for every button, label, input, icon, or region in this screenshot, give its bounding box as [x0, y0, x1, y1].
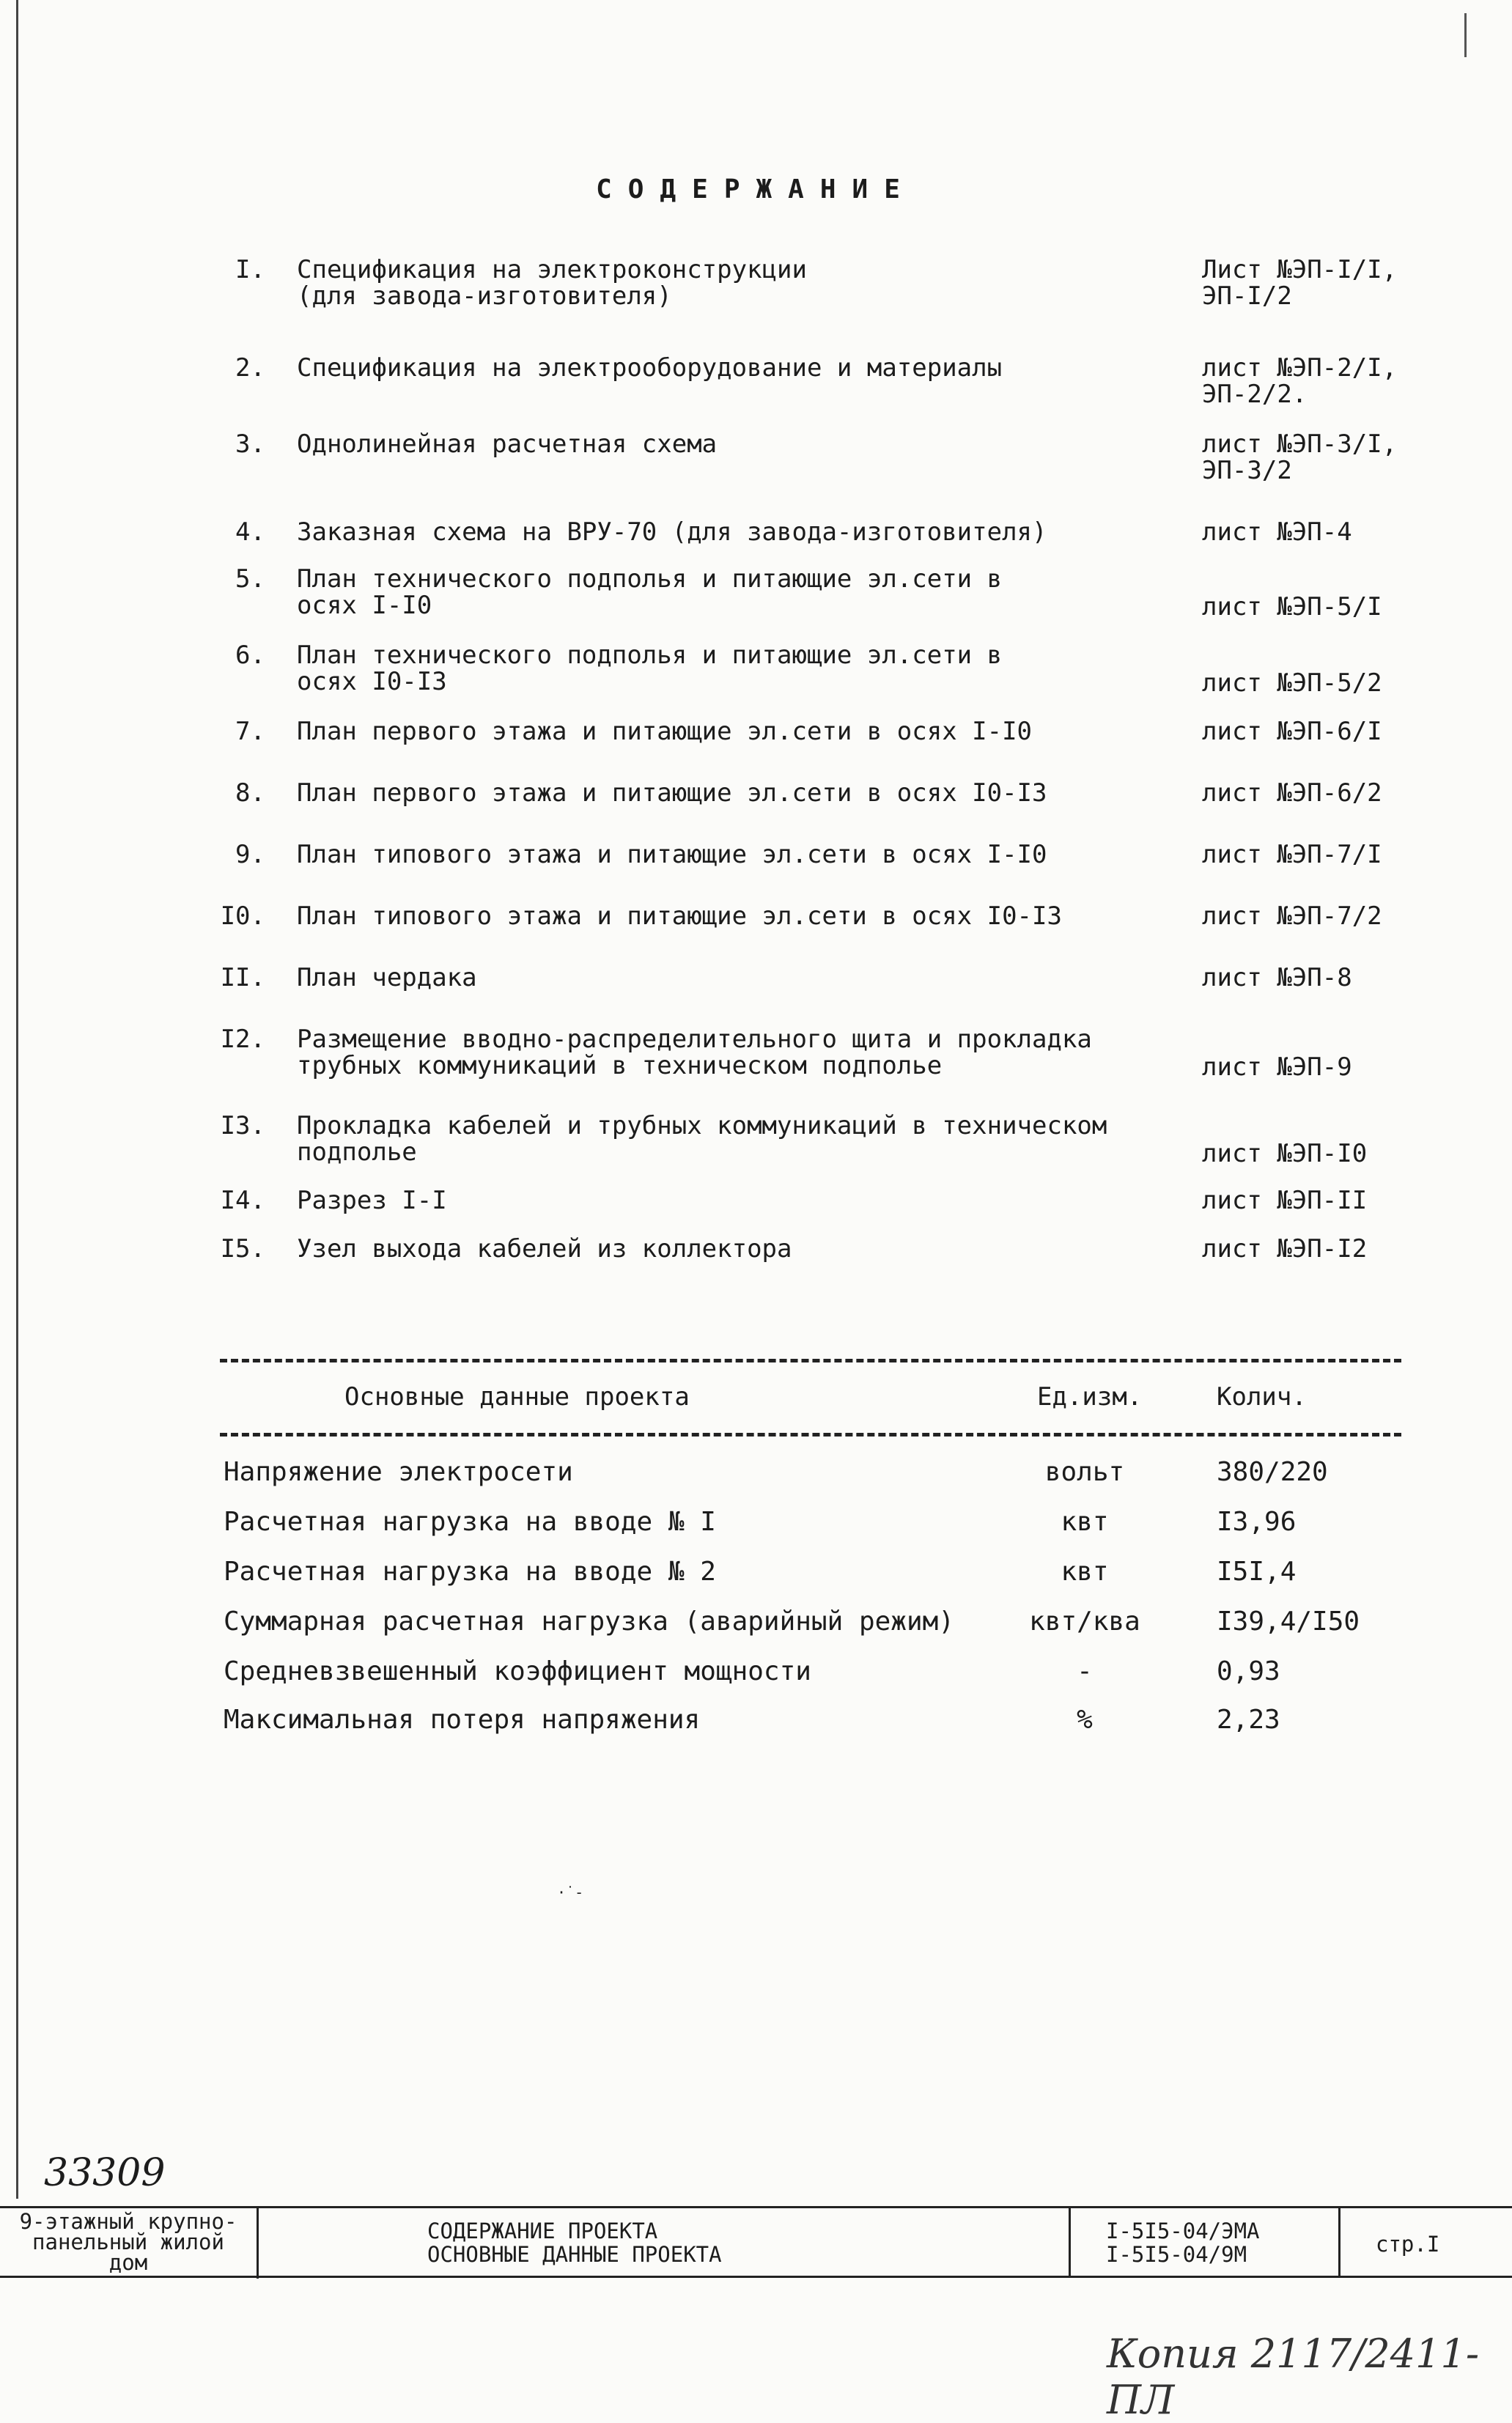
- table-row: [0, 1607, 1512, 1639]
- table-cell-unit: квт: [1061, 1507, 1109, 1537]
- page-number: стр.I: [1376, 2232, 1440, 2257]
- toc-sheet: лист №ЭП-7/I: [1202, 840, 1382, 869]
- toc-sheet: лист №ЭП-8: [1202, 963, 1352, 992]
- table-cell-unit: -: [1077, 1656, 1093, 1686]
- toc-sheet: лист №ЭП-I2: [1202, 1234, 1368, 1264]
- table-cell-value: I5I,4: [1217, 1557, 1297, 1587]
- table-row: [0, 1656, 1512, 1689]
- building-line: дом: [108, 2250, 148, 2275]
- corner-mark: [1464, 13, 1467, 57]
- toc-number: 4.: [235, 517, 265, 547]
- table-cell-value: 0,93: [1217, 1656, 1280, 1686]
- table-row: [0, 1457, 1512, 1489]
- building-line: панельный жилой: [32, 2230, 224, 2254]
- table-header-value: Колич.: [1217, 1382, 1307, 1412]
- table-cell-value: I39,4/I50: [1217, 1607, 1360, 1637]
- toc-number: 3.: [235, 429, 265, 459]
- table-header-rule: [220, 1433, 1401, 1437]
- toc-number: I0.: [220, 901, 265, 931]
- table-cell-param: Суммарная расчетная нагрузка (аварийный режим): [224, 1607, 954, 1637]
- toc-sheet: лист №ЭП-5/2: [1202, 668, 1382, 698]
- toc-text: План технического подполья и питающие эл.сети в осях I-I0: [297, 564, 1003, 620]
- handwritten-number: 33309: [44, 2151, 166, 2195]
- toc-sheet: лист №ЭП-I0: [1202, 1139, 1368, 1168]
- toc-text: Спецификация на электроконструкции (для завода-изготовителя): [297, 255, 807, 311]
- title-line: ОСНОВНЫЕ ДАННЫЕ ПРОЕКТА: [427, 2242, 722, 2267]
- toc-text: Заказная схема на ВРУ-70 (для завода-изготовителя): [297, 517, 1047, 547]
- table-cell-value: 380/220: [1217, 1457, 1328, 1487]
- toc-sheet: Лист №ЭП-I/I, ЭП-I/2: [1202, 255, 1398, 311]
- toc-number: I3.: [220, 1111, 265, 1140]
- toc-number: I2.: [220, 1025, 265, 1054]
- toc-number: 5.: [235, 564, 265, 594]
- toc-number: 9.: [235, 840, 265, 869]
- building-line: 9-этажный крупно-: [19, 2209, 237, 2234]
- table-cell-param: Максимальная потеря напряжения: [224, 1705, 701, 1735]
- toc-text: План типового этажа и питающие эл.сети в осях I0-I3: [297, 901, 1062, 931]
- title-line: СОДЕРЖАНИЕ ПРОЕКТА: [427, 2219, 658, 2243]
- toc-text: Размещение вводно-распределительного щита и прокладка трубных коммуникаций в техническом подполье: [297, 1025, 1092, 1080]
- title-block-page: [1340, 2208, 1512, 2276]
- toc-sheet: лист №ЭП-7/2: [1202, 901, 1382, 931]
- toc-number: 6.: [235, 641, 265, 670]
- toc-sheet: лист №ЭП-3/I, ЭП-3/2: [1202, 429, 1398, 485]
- toc-text: План типового этажа и питающие эл.сети в осях I-I0: [297, 840, 1047, 869]
- table-row: [0, 1705, 1512, 1737]
- table-cell-unit: квт/ква: [1029, 1607, 1140, 1637]
- toc-sheet: лист №ЭП-2/I, ЭП-2/2.: [1202, 353, 1398, 409]
- toc-text: Прокладка кабелей и трубных коммуникаций в техническом подполье: [297, 1111, 1107, 1167]
- toc-sheet: лист №ЭП-4: [1202, 517, 1352, 547]
- toc-sheet: лист №ЭП-5/I: [1202, 592, 1382, 622]
- table-cell-value: 2,23: [1217, 1705, 1280, 1735]
- title-block: [0, 2206, 1512, 2278]
- left-border-line: [16, 0, 18, 2199]
- toc-text: План первого этажа и питающие эл.сети в осях I-I0: [297, 717, 1033, 746]
- toc-number: 7.: [235, 717, 265, 746]
- title-block-title: [259, 2208, 1071, 2276]
- table-cell-param: Напряжение электросети: [224, 1457, 573, 1487]
- handwritten-copy-note: Копия 2117/2411-ПЛ: [1107, 2331, 1480, 2423]
- toc-number: I4.: [220, 1186, 265, 1215]
- toc-text: Разрез I-I: [297, 1186, 447, 1215]
- toc-text: Однолинейная расчетная схема: [297, 429, 718, 459]
- page-title: СОДЕРЖАНИЕ: [596, 174, 916, 204]
- table-row: [0, 1557, 1512, 1589]
- project-code: I-5I5-04/ЭМА: [1106, 2219, 1260, 2243]
- toc-sheet: лист №ЭП-6/I: [1202, 717, 1382, 746]
- table-cell-value: I3,96: [1217, 1507, 1297, 1537]
- toc-text: Спецификация на электрооборудование и материалы: [297, 353, 1003, 383]
- toc-number: 2.: [235, 353, 265, 383]
- toc-number: I5.: [220, 1234, 265, 1264]
- toc-number: II.: [220, 963, 265, 992]
- table-top-rule: [220, 1359, 1401, 1362]
- table-cell-param: Средневзвешенный коэффициент мощности: [224, 1656, 811, 1686]
- table-cell-unit: %: [1077, 1705, 1093, 1735]
- toc-text: План первого этажа и питающие эл.сети в осях I0-I3: [297, 778, 1047, 808]
- toc-sheet: лист №ЭП-9: [1202, 1052, 1352, 1082]
- table-cell-param: Расчетная нагрузка на вводе № 2: [224, 1557, 716, 1587]
- toc-text: Узел выхода кабелей из коллектора: [297, 1234, 792, 1264]
- scan-speck: ·˙-: [557, 1884, 584, 1901]
- table-header-param: Основные данные проекта: [344, 1382, 690, 1412]
- table-row: [0, 1507, 1512, 1539]
- toc-sheet: лист №ЭП-6/2: [1202, 778, 1382, 808]
- table-cell-param: Расчетная нагрузка на вводе № I: [224, 1507, 716, 1537]
- title-block-building: [0, 2208, 259, 2279]
- project-code: I-5I5-04/9М: [1106, 2242, 1247, 2267]
- table-cell-unit: квт: [1061, 1557, 1109, 1587]
- table-cell-unit: вольт: [1044, 1457, 1125, 1487]
- toc-number: 8.: [235, 778, 265, 808]
- toc-number: I.: [235, 255, 265, 284]
- table-header-unit: Ед.изм.: [1037, 1382, 1143, 1412]
- toc-text: План технического подполья и питающие эл.сети в осях I0-I3: [297, 641, 1003, 696]
- toc-text: План чердака: [297, 963, 477, 992]
- toc-sheet: лист №ЭП-II: [1202, 1186, 1368, 1215]
- title-block-codes: [1071, 2208, 1340, 2276]
